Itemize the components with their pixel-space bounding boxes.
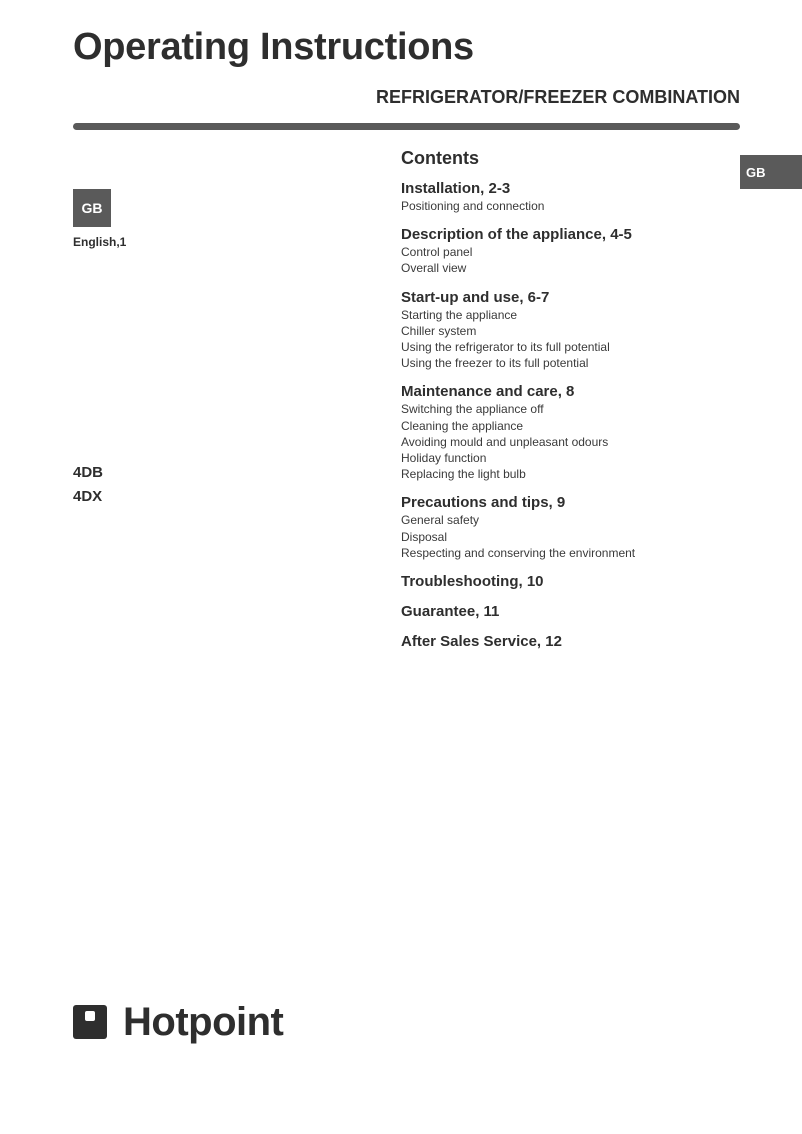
toc-item: Switching the appliance off	[401, 402, 544, 417]
model-name: 4DB	[73, 464, 104, 481]
toc-item: Starting the appliance	[401, 307, 518, 322]
brand-logo	[73, 1000, 283, 1044]
table-of-contents	[401, 146, 731, 663]
toc-section-maintenance	[401, 383, 731, 482]
hotpoint-logo-mark-icon	[73, 1005, 107, 1039]
toc-section-title: Start-up and use, 6-7	[401, 288, 550, 306]
toc-section-description	[401, 226, 731, 276]
toc-section-title: Guarantee, 11	[401, 603, 500, 621]
toc-item: Avoiding mould and unpleasant odours	[401, 434, 609, 449]
language-badge: GB	[73, 189, 111, 227]
toc-item: Chiller system	[401, 323, 477, 338]
toc-section-troubleshooting	[401, 573, 731, 591]
toc-item: Using the refrigerator to its full potential	[401, 340, 610, 355]
toc-section-title: Description of the appliance, 4-5	[401, 226, 632, 244]
toc-section-precautions	[401, 494, 731, 561]
toc-item: Respecting and conserving the environment	[401, 545, 636, 560]
model-list	[73, 461, 103, 509]
toc-section-guarantee	[401, 603, 731, 621]
toc-section-installation	[401, 180, 731, 214]
toc-item: General safety	[401, 513, 480, 528]
toc-item: Positioning and connection	[401, 199, 545, 213]
toc-item: Replacing the light bulb	[401, 467, 526, 482]
model-name: 4DX	[73, 488, 103, 505]
toc-section-title: Precautions and tips, 9	[401, 494, 566, 512]
page-title: Operating Instructions	[73, 26, 474, 68]
toc-section-title: After Sales Service, 12	[401, 633, 562, 651]
toc-item: Overall view	[401, 261, 467, 276]
brand-name: Hotpoint	[123, 1000, 284, 1044]
toc-item: Holiday function	[401, 451, 487, 466]
side-language-tab: GB	[740, 155, 802, 189]
toc-section-title: Maintenance and care, 8	[401, 383, 575, 401]
toc-section-startup	[401, 289, 731, 372]
toc-item: Control panel	[401, 245, 473, 260]
contents-heading: Contents	[401, 148, 479, 168]
toc-section-title: Troubleshooting, 10	[401, 573, 544, 591]
toc-item: Cleaning the appliance	[401, 418, 524, 433]
product-subtitle: REFRIGERATOR/FREEZER COMBINATION	[376, 87, 740, 107]
header-divider	[73, 123, 740, 130]
toc-item: Using the freezer to its full potential	[401, 356, 589, 371]
language-label: English,1	[73, 235, 127, 249]
toc-section-title: Installation, 2-3	[401, 180, 511, 197]
toc-item: Disposal	[401, 529, 448, 544]
toc-section-after-sales	[401, 633, 731, 651]
